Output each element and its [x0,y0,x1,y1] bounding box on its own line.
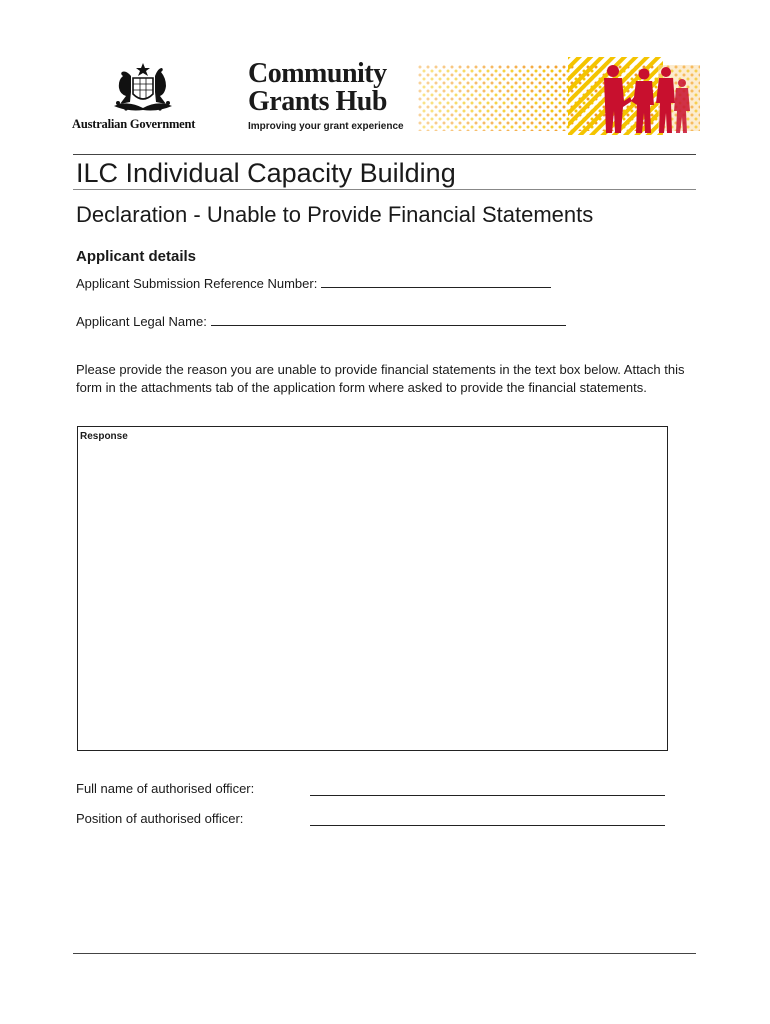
response-label: Response [80,431,128,442]
full-name-blank[interactable] [310,795,665,796]
full-name-label: Full name of authorised officer: [76,781,255,796]
reference-number-field[interactable] [76,275,551,291]
hub-name-line2: Grants Hub [248,86,387,117]
reference-number-label: Applicant Submission Reference Number: [76,276,318,291]
position-blank[interactable] [310,825,665,826]
hub-tagline: Improving your grant experience [248,121,404,132]
handshake-banner-image [418,57,700,135]
legal-name-label: Applicant Legal Name: [76,314,207,329]
legal-name-field[interactable] [76,313,566,329]
coat-of-arms-icon [106,62,180,114]
community-grants-hub-logo [248,60,418,132]
title-divider [73,189,696,190]
document-header [0,0,770,150]
footer-divider [73,953,696,954]
hub-name-line1: Community [248,58,387,89]
section-heading-applicant-details: Applicant details [76,248,197,265]
position-label: Position of authorised officer: [76,811,244,826]
government-name: Australian Government [72,117,196,131]
header-divider [73,154,696,155]
page-subtitle: Declaration - Unable to Provide Financial Statements [76,202,594,227]
legal-name-blank[interactable] [211,313,566,326]
australian-government-logo [72,62,214,132]
instructions-paragraph: Please provide the reason you are unable to provide financial statements in the text box below. Attach this form in the attachments tab of the application form where asked to provide the financial statements. [76,362,685,395]
reference-number-blank[interactable] [321,275,551,288]
response-textbox[interactable] [77,426,668,751]
page-title: ILC Individual Capacity Building [76,158,456,188]
